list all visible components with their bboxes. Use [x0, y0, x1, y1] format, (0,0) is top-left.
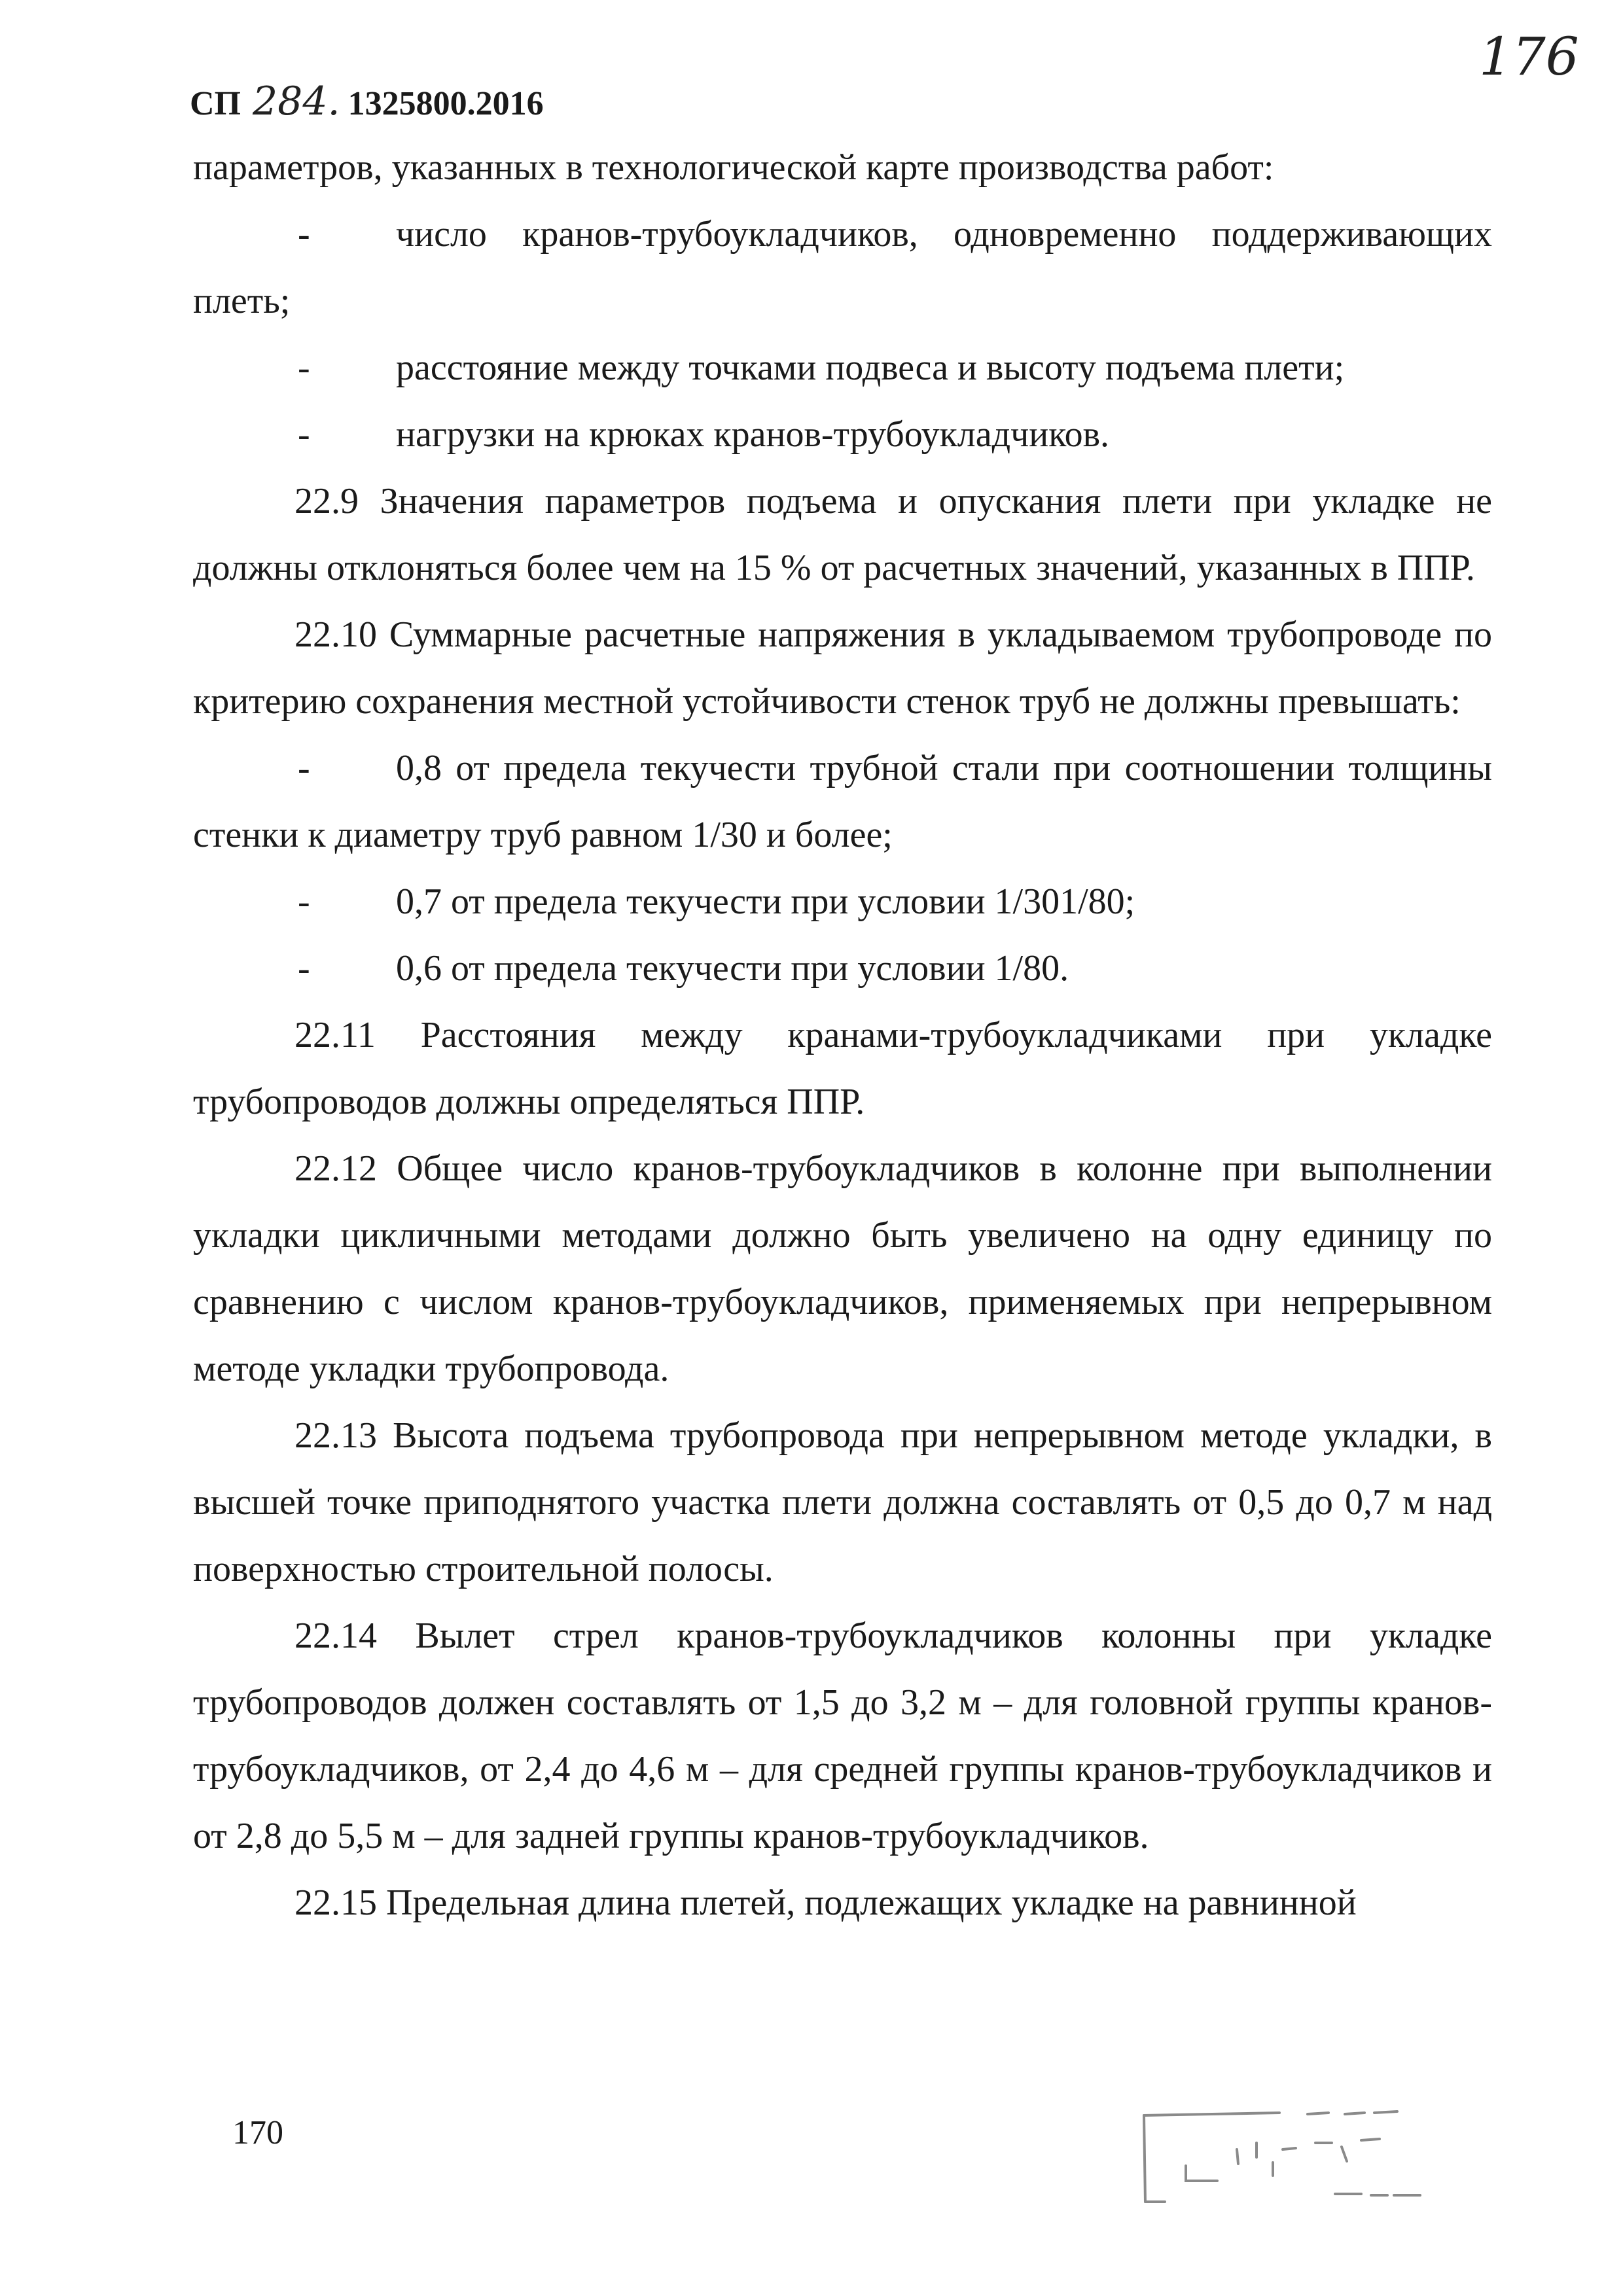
list-item-text: 0,6 от предела текучести при условии 1/80.: [396, 948, 1069, 989]
paragraph-22-13: 22.13 Высота подъема трубопровода при непрерывном методе укладки, в высшей точке приподнятого участка плети должна составлять от 0,5 до 0,7 м над поверхностью строительной полосы.: [193, 1415, 1492, 1589]
list-item: [193, 334, 1492, 401]
list-dash: -: [298, 347, 310, 388]
list-item: [193, 201, 1492, 334]
list-dash: -: [298, 948, 310, 989]
faded-stamp: [1139, 2104, 1427, 2215]
list-item: [193, 868, 1492, 935]
list-item: [193, 735, 1492, 868]
code-prefix: СП: [190, 85, 241, 122]
list-dash: -: [298, 748, 310, 788]
paragraph-22-9: 22.9 Значения параметров подъема и опускания плети при укладке не должны отклоняться более чем на 15 % от расчетных значений, указанных в ППР.: [193, 481, 1492, 588]
page-number: 170: [232, 2114, 283, 2151]
list-item: [193, 935, 1492, 1002]
paragraph-22-11: 22.11 Расстояния между кранами-трубоукладчиками при укладке трубопроводов должны определяться ППР.: [193, 1015, 1492, 1122]
list-item-text: нагрузки на крюках кранов-трубоукладчиков.: [396, 414, 1110, 455]
document-body: [193, 134, 1492, 1936]
paragraph-22-15: 22.15 Предельная длина плетей, подлежащих укладке на равнинной: [294, 1882, 1357, 1923]
continuation-text: параметров, указанных в технологической карте производства работ:: [193, 147, 1274, 188]
code-suffix: 1325800.2016: [348, 85, 544, 122]
handwritten-code: 284.: [253, 79, 340, 124]
list-item: [193, 401, 1492, 468]
list-item-text: расстояние между точками подвеса и высоту подъема плети;: [396, 347, 1345, 388]
paragraph-22-10: 22.10 Суммарные расчетные напряжения в укладываемом трубопроводе по критерию сохранения местной устойчивости стенок труб не должны превышать:: [193, 614, 1492, 722]
handwritten-sheet-number: 176: [1479, 26, 1579, 87]
list-item-text: 0,8 от предела текучести трубной стали при соотношении толщины стенки к диаметру труб равном 1/30 и более;: [193, 748, 1492, 855]
paragraph-22-12: 22.12 Общее число кранов-трубоукладчиков в колонне при выполнении укладки цикличными методами должно быть увеличено на одну единицу по сравнению с числом кранов-трубоукладчиков, применяемых при непрерывном методе укладки трубопровода.: [193, 1148, 1492, 1389]
list-item-text: 0,7 от предела текучести при условии 1/301/80;: [396, 881, 1135, 922]
list-dash: -: [298, 214, 310, 255]
list-item-text: число кранов-трубоукладчиков, одновременно поддерживающих плеть;: [193, 214, 1492, 321]
document-code-header: [190, 79, 544, 137]
paragraph-22-14: 22.14 Вылет стрел кранов-трубоукладчиков колонны при укладке трубопроводов должен составлять от 1,5 до 3,2 м – для головной группы кранов-трубоукладчиков, от 2,4 до 4,6 м – для средней группы кранов-трубоукладчиков и от 2,8 до 5,5 м – для задней группы кранов-трубоукладчиков.: [193, 1616, 1492, 1856]
list-dash: -: [298, 881, 310, 922]
list-dash: -: [298, 414, 310, 455]
